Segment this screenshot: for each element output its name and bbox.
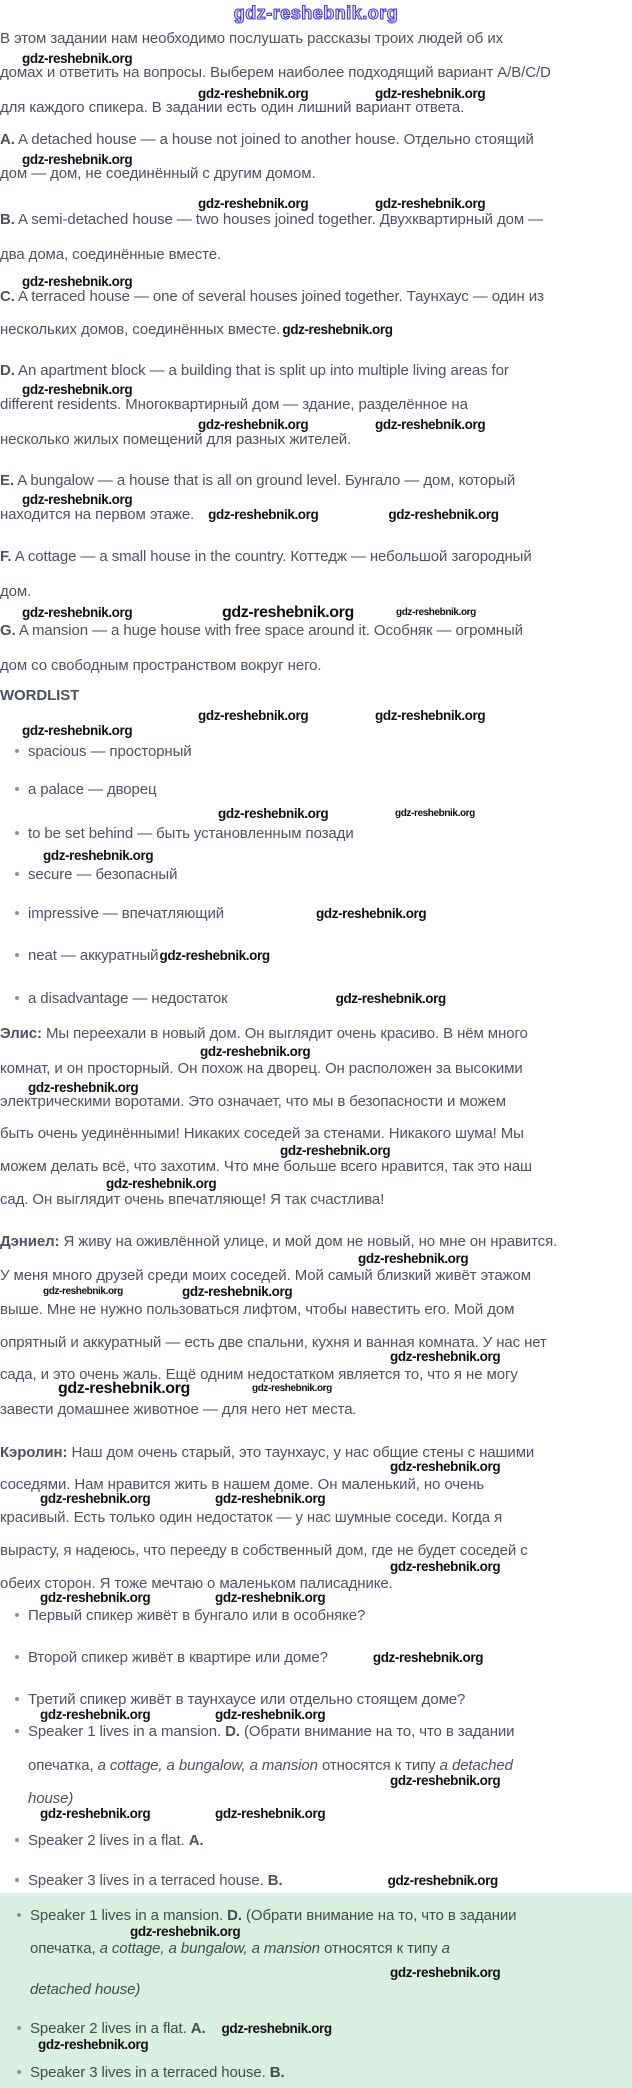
watermark: gdz-reshebnik.org	[390, 1459, 501, 1474]
text-run: Speaker 2 lives in a flat.	[30, 2020, 191, 2037]
text-line	[0, 1542, 528, 1559]
watermark: gdz-reshebnik.org	[58, 1380, 190, 1397]
text-run: несколько жилых помещений для разных жителей.	[0, 431, 352, 448]
watermark: gdz-reshebnik.org	[390, 1965, 501, 1980]
bullet-icon	[15, 1729, 19, 1733]
text-run: два дома, соединённые вместе.	[0, 246, 222, 263]
list-item	[15, 866, 177, 883]
watermark: gdz-reshebnik.org	[221, 2021, 332, 2036]
watermark: gdz-reshebnik.org	[22, 382, 133, 397]
text-run: дом со свободным пространством вокруг него.	[0, 657, 322, 674]
text-run: относятся к типу	[319, 1940, 442, 1957]
text-line	[0, 30, 503, 47]
text-line	[0, 548, 532, 565]
text-run: Speaker 3 lives in a terraced house.	[30, 2064, 270, 2081]
text-run: В этом задании нам необходимо послушать рассказы троих людей об их	[0, 30, 503, 47]
watermark-row	[0, 1251, 632, 1267]
text-bold: B.	[0, 211, 15, 228]
watermark-row	[0, 1491, 632, 1507]
text-line	[0, 288, 544, 305]
text-run: завести домашнее животное — для него нет места.	[0, 1401, 357, 1418]
watermark: gdz-reshebnik.org	[375, 708, 486, 723]
text-run: находится на первом этаже.	[0, 506, 195, 523]
watermark: gdz-reshebnik.org	[22, 274, 133, 289]
text-run: Первый спикер живёт в бунгало или в особняке?	[28, 1607, 366, 1624]
watermark: gdz-reshebnik.org	[130, 1924, 241, 1939]
watermark: gdz-reshebnik.org	[280, 1143, 391, 1158]
watermark: gdz-reshebnik.org	[28, 1080, 139, 1095]
text-line	[0, 1301, 514, 1318]
text-run: нескольких домов, соединённых вместе.	[0, 321, 281, 338]
watermark: gdz-reshebnik.org	[215, 1806, 326, 1821]
watermark-row	[0, 1044, 632, 1060]
list-item	[15, 1832, 204, 1849]
text-run: Speaker 1 lives in a mansion.	[30, 1907, 228, 1924]
watermark-row	[0, 1590, 632, 1606]
text-run: вырасту, я надеюсь, что перееду в собственный дом, где не будет соседей с	[0, 1542, 528, 1559]
list-item	[15, 1607, 365, 1624]
watermark: gdz-reshebnik.org	[43, 848, 154, 863]
list-item	[15, 825, 354, 842]
watermark: gdz-reshebnik.org	[215, 1707, 326, 1722]
bullet-icon	[15, 1878, 19, 1882]
watermark: gdz-reshebnik.org	[38, 2037, 149, 2052]
text-bold: C.	[0, 288, 15, 305]
watermark-row	[0, 1143, 632, 1159]
text-run: для каждого спикера. В задании есть один лишний вариант ответа.	[0, 99, 465, 116]
watermark-row	[0, 1924, 632, 1940]
text-run: Я живу на оживлённой улице, и мой дом не новый, но мне он нравится.	[59, 1233, 558, 1250]
bullet-icon	[15, 1838, 19, 1842]
text-bold: D.	[0, 362, 15, 379]
bullet-icon	[17, 2070, 21, 2074]
text-run: different residents. Многоквартирный дом — здание, разделённое на	[0, 396, 468, 413]
text-run: (Обрати внимание на то, что в задании	[241, 1907, 517, 1924]
text-line	[0, 657, 321, 674]
watermark: gdz-reshebnik.org	[43, 1286, 123, 1297]
text-line	[0, 1125, 524, 1142]
text-line	[0, 165, 316, 182]
watermark: gdz-reshebnik.org	[390, 1349, 501, 1364]
text-line	[30, 1981, 140, 1998]
text-run: A detached house — a house not joined to another house. Отдельно стоящий	[14, 131, 534, 148]
watermark: gdz-reshebnik.org	[198, 86, 309, 101]
text-run: домах и ответить на вопросы. Выберем наиболее подходящий вариант A/B/C/D	[0, 64, 551, 81]
text-run: соседями. Нам нравится жить в нашем доме. Он маленький, но очень	[0, 1476, 485, 1493]
watermark: gdz-reshebnik.org	[208, 507, 319, 522]
text-line	[0, 506, 499, 523]
answer-item-highlighted	[17, 2064, 285, 2081]
watermark-row	[0, 1176, 632, 1192]
text-bold: D.	[225, 1723, 240, 1740]
text-line	[0, 622, 523, 639]
watermark: gdz-reshebnik.org	[22, 723, 133, 738]
list-item	[15, 947, 270, 964]
bullet-icon	[15, 953, 19, 957]
watermark: gdz-reshebnik.org	[375, 196, 486, 211]
text-run: (Обрати внимание на то, что в задании	[239, 1723, 515, 1740]
bullet-icon	[15, 787, 19, 791]
text-run: сада, и это очень жаль. Ещё одним недостатком является то, что я не могу	[0, 1366, 518, 1383]
bullet-icon	[15, 911, 19, 915]
text-line	[0, 1093, 506, 1110]
watermark: gdz-reshebnik.org	[22, 51, 133, 66]
list-item	[15, 990, 446, 1007]
text-line	[0, 246, 221, 263]
watermark: gdz-reshebnik.org	[215, 1590, 326, 1605]
text-bold: Элис:	[0, 1025, 42, 1042]
watermark: gdz-reshebnik.org	[396, 607, 476, 618]
watermark: gdz-reshebnik.org	[372, 1650, 484, 1665]
text-line	[0, 1025, 528, 1042]
text-run: обеих сторон. Я тоже мечтаю о маленьком палисаднике.	[0, 1575, 393, 1592]
text-bold: E.	[0, 472, 14, 489]
text-line	[0, 431, 351, 448]
site-logo-row	[0, 3, 632, 24]
text-run: to be set behind — быть установленным позади	[28, 825, 354, 842]
watermark: gdz-reshebnik.org	[22, 492, 133, 507]
text-line	[0, 1509, 502, 1526]
text-italic: a cottage, a bungalow, a mansion	[99, 1940, 320, 1957]
list-item	[15, 1872, 498, 1889]
text-run: опрятный и аккуратный — есть две спальни, кухня и ванная комната. У нас нет	[0, 1334, 547, 1351]
text-line	[0, 99, 464, 116]
site-logo: gdz-reshebnik.org	[233, 3, 399, 23]
answer-item-highlighted	[17, 1907, 516, 1924]
text-bold: D.	[227, 1907, 242, 1924]
watermark: gdz-reshebnik.org	[252, 1383, 332, 1394]
list-item	[15, 743, 192, 760]
bullet-icon	[15, 1613, 19, 1617]
watermark-row	[0, 1349, 632, 1365]
text-italic: house)	[28, 1790, 74, 1807]
watermark: gdz-reshebnik.org	[198, 708, 309, 723]
text-line	[0, 1267, 531, 1284]
text-line	[0, 64, 551, 81]
watermark-row	[0, 1559, 632, 1575]
text-run: выше. Мне не нужно пользоваться лифтом, чтобы навестить его. Мой дом	[0, 1301, 515, 1318]
bullet-icon	[15, 831, 19, 835]
text-run: Наш дом очень старый, это таунхаус, у нас общие стены с нашими	[67, 1444, 535, 1461]
answer-item-highlighted	[17, 2020, 332, 2037]
text-line	[28, 1790, 73, 1807]
watermark: gdz-reshebnik.org	[159, 948, 270, 963]
text-line	[0, 362, 509, 379]
watermark: gdz-reshebnik.org	[218, 806, 329, 821]
list-item	[15, 1723, 514, 1740]
text-run: дом — дом, не соединённый с другим домом.	[0, 165, 316, 182]
text-run: Мы переехали в новый дом. Он выглядит очень красиво. В нём много	[41, 1025, 528, 1042]
text-line	[0, 1158, 532, 1175]
text-run: относятся к типу	[317, 1757, 440, 1774]
text-run: spacious — просторный	[28, 743, 192, 760]
text-line	[28, 1757, 513, 1774]
text-run: impressive — впечатляющий	[28, 905, 225, 922]
text-bold: WORDLIST	[0, 687, 80, 704]
watermark: gdz-reshebnik.org	[335, 991, 446, 1006]
text-bold: Кэролин:	[0, 1444, 68, 1461]
watermark-row	[0, 806, 632, 822]
text-line	[0, 321, 393, 338]
text-line	[0, 583, 31, 600]
text-run: красивый. Есть только один недостаток — у нас шумные соседи. Когда я	[0, 1509, 503, 1526]
watermark: gdz-reshebnik.org	[375, 86, 486, 101]
bullet-icon	[15, 872, 19, 876]
watermark-row	[0, 723, 632, 739]
watermark: gdz-reshebnik.org	[375, 417, 486, 432]
text-bold: G.	[0, 622, 16, 639]
text-run: Speaker 3 lives in a terraced house.	[28, 1872, 268, 1889]
bullet-icon	[15, 996, 19, 1000]
text-run: опечатка,	[30, 1940, 100, 1957]
watermark: gdz-reshebnik.org	[358, 1251, 469, 1266]
bullet-icon	[15, 1655, 19, 1659]
text-run: A cottage — a small house in the country. Коттедж — небольшой загородный	[11, 548, 532, 565]
watermark-row	[0, 1965, 632, 1981]
text-line	[0, 211, 543, 228]
watermark: gdz-reshebnik.org	[215, 1491, 326, 1506]
watermark: gdz-reshebnik.org	[388, 507, 499, 522]
text-run: опечатка,	[28, 1757, 98, 1774]
text-bold: Дэниел:	[0, 1233, 60, 1250]
watermark: gdz-reshebnik.org	[22, 605, 133, 620]
text-line	[0, 472, 515, 489]
text-line	[0, 1233, 557, 1250]
list-item	[15, 1649, 483, 1666]
bullet-icon	[17, 2026, 21, 2030]
list-item	[15, 781, 157, 798]
text-bold: B.	[269, 2064, 285, 2081]
text-run: Speaker 1 lives in a mansion.	[28, 1723, 226, 1740]
text-italic: detached house)	[30, 1981, 141, 1998]
text-run: сад. Он выглядит очень впечатляюще! Я так счастлива!	[0, 1191, 385, 1208]
text-bold: A.	[188, 1832, 204, 1849]
text-bold: A.	[190, 2020, 206, 2037]
text-run: A terraced house — one of several houses joined together. Таунхаус — один из	[14, 288, 544, 305]
watermark: gdz-reshebnik.org	[40, 1491, 151, 1506]
text-italic: a detached	[439, 1757, 513, 1774]
text-bold: B.	[267, 1872, 283, 1889]
bullet-icon	[17, 1913, 21, 1917]
text-line	[0, 131, 534, 148]
watermark: gdz-reshebnik.org	[387, 1873, 498, 1888]
watermark-row	[0, 708, 632, 724]
text-run: A bungalow — a house that is all on ground level. Бунгало — дом, который	[13, 472, 516, 489]
watermark-row	[0, 1707, 632, 1723]
text-line	[0, 1401, 357, 1418]
watermark: gdz-reshebnik.org	[200, 1044, 311, 1059]
watermark: gdz-reshebnik.org	[198, 417, 309, 432]
watermark: gdz-reshebnik.org	[182, 1284, 293, 1299]
watermark: gdz-reshebnik.org	[222, 604, 354, 621]
watermark-row	[0, 1459, 632, 1475]
text-run: быть очень уединёнными! Никаких соседей за стенами. Никакого шума! Мы	[0, 1125, 524, 1142]
text-run: можем делать всё, что захотим. Что мне больше всего нравится, так это наш	[0, 1158, 532, 1175]
text-run: электрическими воротами. Это означает, что мы в безопасности и можем	[0, 1093, 506, 1110]
bullet-icon	[15, 1697, 19, 1701]
text-run: neat — аккуратный	[28, 947, 159, 964]
watermark: gdz-reshebnik.org	[198, 196, 309, 211]
watermark: gdz-reshebnik.org	[390, 1773, 501, 1788]
text-run: Третий спикер живёт в таунхаусе или отдельно стоящем доме?	[28, 1691, 466, 1708]
text-run: Второй спикер живёт в квартире или доме?	[28, 1649, 328, 1666]
watermark-row	[0, 605, 632, 621]
text-run: дом.	[0, 583, 32, 600]
text-run: a disadvantage — недостаток	[28, 990, 228, 1007]
watermark: gdz-reshebnik.org	[40, 1806, 151, 1821]
watermark-row	[0, 2037, 632, 2053]
list-item	[15, 1691, 465, 1708]
bullet-icon	[15, 749, 19, 753]
watermark: gdz-reshebnik.org	[40, 1590, 151, 1605]
text-run: An apartment block — a building that is split up into multiple living areas for	[14, 362, 509, 379]
text-line	[0, 396, 468, 413]
watermark: gdz-reshebnik.org	[282, 322, 393, 337]
text-run: комнат, и он просторный. Он похож на дворец. Он расположен за высокими	[0, 1060, 523, 1077]
watermark: gdz-reshebnik.org	[390, 1559, 501, 1574]
watermark-row	[0, 1381, 632, 1397]
text-run: A semi-detached house — two houses joined together. Двухквартирный дом —	[14, 211, 544, 228]
text-line	[30, 1940, 450, 1957]
watermark-row	[0, 848, 632, 864]
text-run: a palace — дворец	[28, 781, 157, 798]
watermark-row	[0, 1806, 632, 1822]
watermark-row	[0, 1773, 632, 1789]
text-run: A mansion — a huge house with free space around it. Особняк — огромный	[15, 622, 523, 639]
watermark: gdz-reshebnik.org	[40, 1707, 151, 1722]
text-run: secure — безопасный	[28, 866, 178, 883]
text-italic: a	[441, 1940, 450, 1957]
text-line	[0, 687, 79, 704]
watermark: gdz-reshebnik.org	[395, 808, 475, 819]
watermark: gdz-reshebnik.org	[22, 152, 133, 167]
text-line	[0, 1191, 384, 1208]
watermark: gdz-reshebnik.org	[316, 906, 427, 921]
text-run: У меня много друзей среди моих соседей. Мой самый близкий живёт этажом	[0, 1267, 531, 1284]
watermark: gdz-reshebnik.org	[106, 1176, 217, 1191]
text-bold: F.	[0, 548, 12, 565]
text-line	[0, 1060, 523, 1077]
list-item	[15, 905, 426, 922]
text-italic: a cottage, a bungalow, a mansion	[97, 1757, 318, 1774]
watermark-row	[0, 196, 632, 212]
text-bold: A.	[0, 131, 15, 148]
watermark-row	[0, 1284, 632, 1300]
text-run: Speaker 2 lives in a flat.	[28, 1832, 189, 1849]
